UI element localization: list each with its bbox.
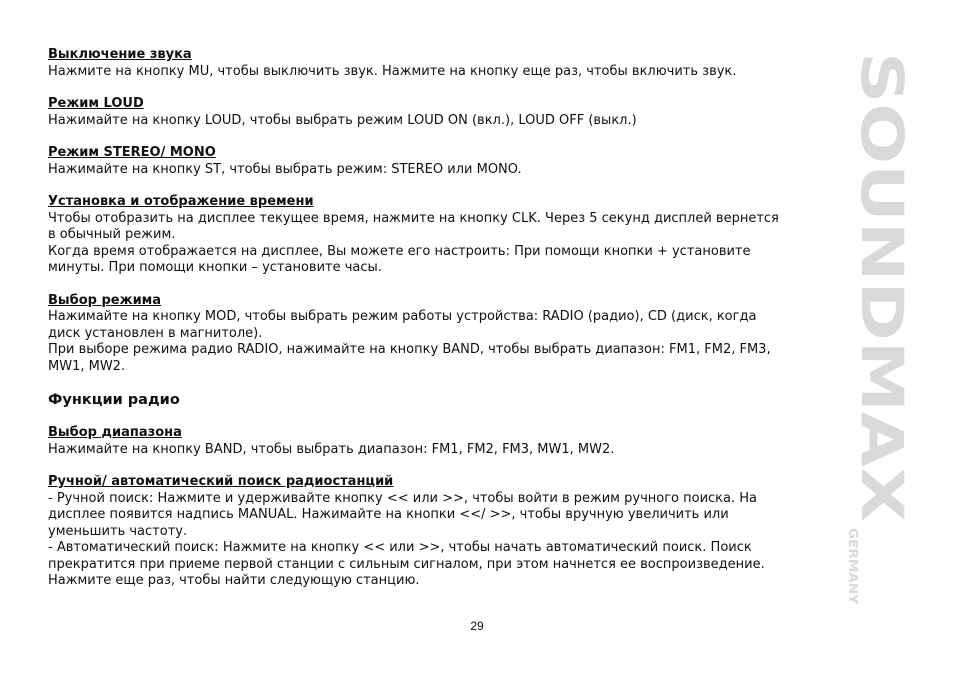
section-heading: Режим LOUD: [48, 96, 144, 111]
section-text-line: Нажмите на кнопку MU, чтобы выключить звук. Нажмите на кнопку еще раз, чтобы включить звук.: [48, 63, 737, 79]
section-text-line: прекратится при приеме первой станции с сильным сигналом, при этом начнется ее воспроизведение.: [48, 556, 765, 572]
section-heading: Установка и отображение времени: [48, 194, 314, 209]
section-text-line: уменьшить частоту.: [48, 523, 188, 539]
chapter-title: Функции радио: [48, 392, 180, 408]
section: [48, 47, 818, 80]
section-text-line: дисплее появится надпись MANUAL. Нажимайте на кнопки <</ >>, чтобы вручную увеличить или: [48, 507, 729, 522]
section-heading: Ручной/ автоматический поиск радиостанций: [48, 474, 394, 489]
page-number: 29: [470, 619, 484, 633]
brand-logo-text: SOUNDMAX: [848, 52, 916, 435]
section: [48, 194, 818, 277]
section: [48, 425, 818, 458]
section-text-line: диск установлен в магнитоле).: [48, 325, 263, 341]
section-text-line: Нажимайте на кнопку ST, чтобы выбрать режим: STEREO или MONO.: [48, 161, 522, 177]
section-text-line: Когда время отображается на дисплее, Вы можете его настроить: При помощи кнопки + установите: [48, 243, 751, 259]
section: [48, 293, 818, 376]
section-text-line: При выборе режима радио RADIO, нажимайте на кнопку BAND, чтобы выбрать диапазон: FM1, FM2, FM3,: [48, 342, 771, 357]
section-text-line: Нажимайте на кнопку MOD, чтобы выбрать режим работы устройства: RADIO (радио), CD (диск, когда: [48, 309, 757, 324]
section: [48, 96, 818, 129]
section-text-line: Нажмите еще раз, чтобы найти следующую станцию.: [48, 573, 420, 588]
section-text-line: Чтобы отобразить на дисплее текущее время, нажмите на кнопку CLK. Через 5 секунд дисплей вернется: [48, 210, 779, 226]
section-heading: Выбор диапазона: [48, 425, 182, 440]
section-heading: Режим STEREO/ MONO: [48, 145, 216, 160]
section-text-line: в обычный режим.: [48, 227, 176, 242]
section-heading: Выбор режима: [48, 292, 162, 308]
section-text-line: Нажимайте на кнопку BAND, чтобы выбрать диапазон: FM1, FM2, FM3, MW1, MW2.: [48, 441, 615, 457]
page-content: [48, 47, 818, 606]
section-text-line: минуты. При помощи кнопки – установите часы.: [48, 260, 382, 275]
brand-subtitle-text: GERMANY: [846, 528, 860, 596]
section: [48, 145, 818, 178]
sections-list: [48, 47, 818, 375]
section-text-line: MW1, MW2.: [48, 358, 126, 374]
radio-sections-list: [48, 425, 818, 590]
section-text-line: - Ручной поиск: Нажмите и удерживайте кнопку << или >>, чтобы войти в режим ручного поиска. На: [48, 490, 757, 506]
brand-logo: [848, 52, 916, 522]
section-text-line: - Автоматический поиск: Нажмите на кнопку << или >>, чтобы начать автоматический поиск. Поиск: [48, 540, 752, 555]
section-text-line: Нажимайте на кнопку LOUD, чтобы выбрать режим LOUD ON (вкл.), LOUD OFF (выкл.): [48, 112, 637, 128]
section: [48, 474, 818, 590]
brand-subtitle-logo: [846, 528, 866, 608]
section-heading: Выключение звука: [48, 47, 192, 62]
